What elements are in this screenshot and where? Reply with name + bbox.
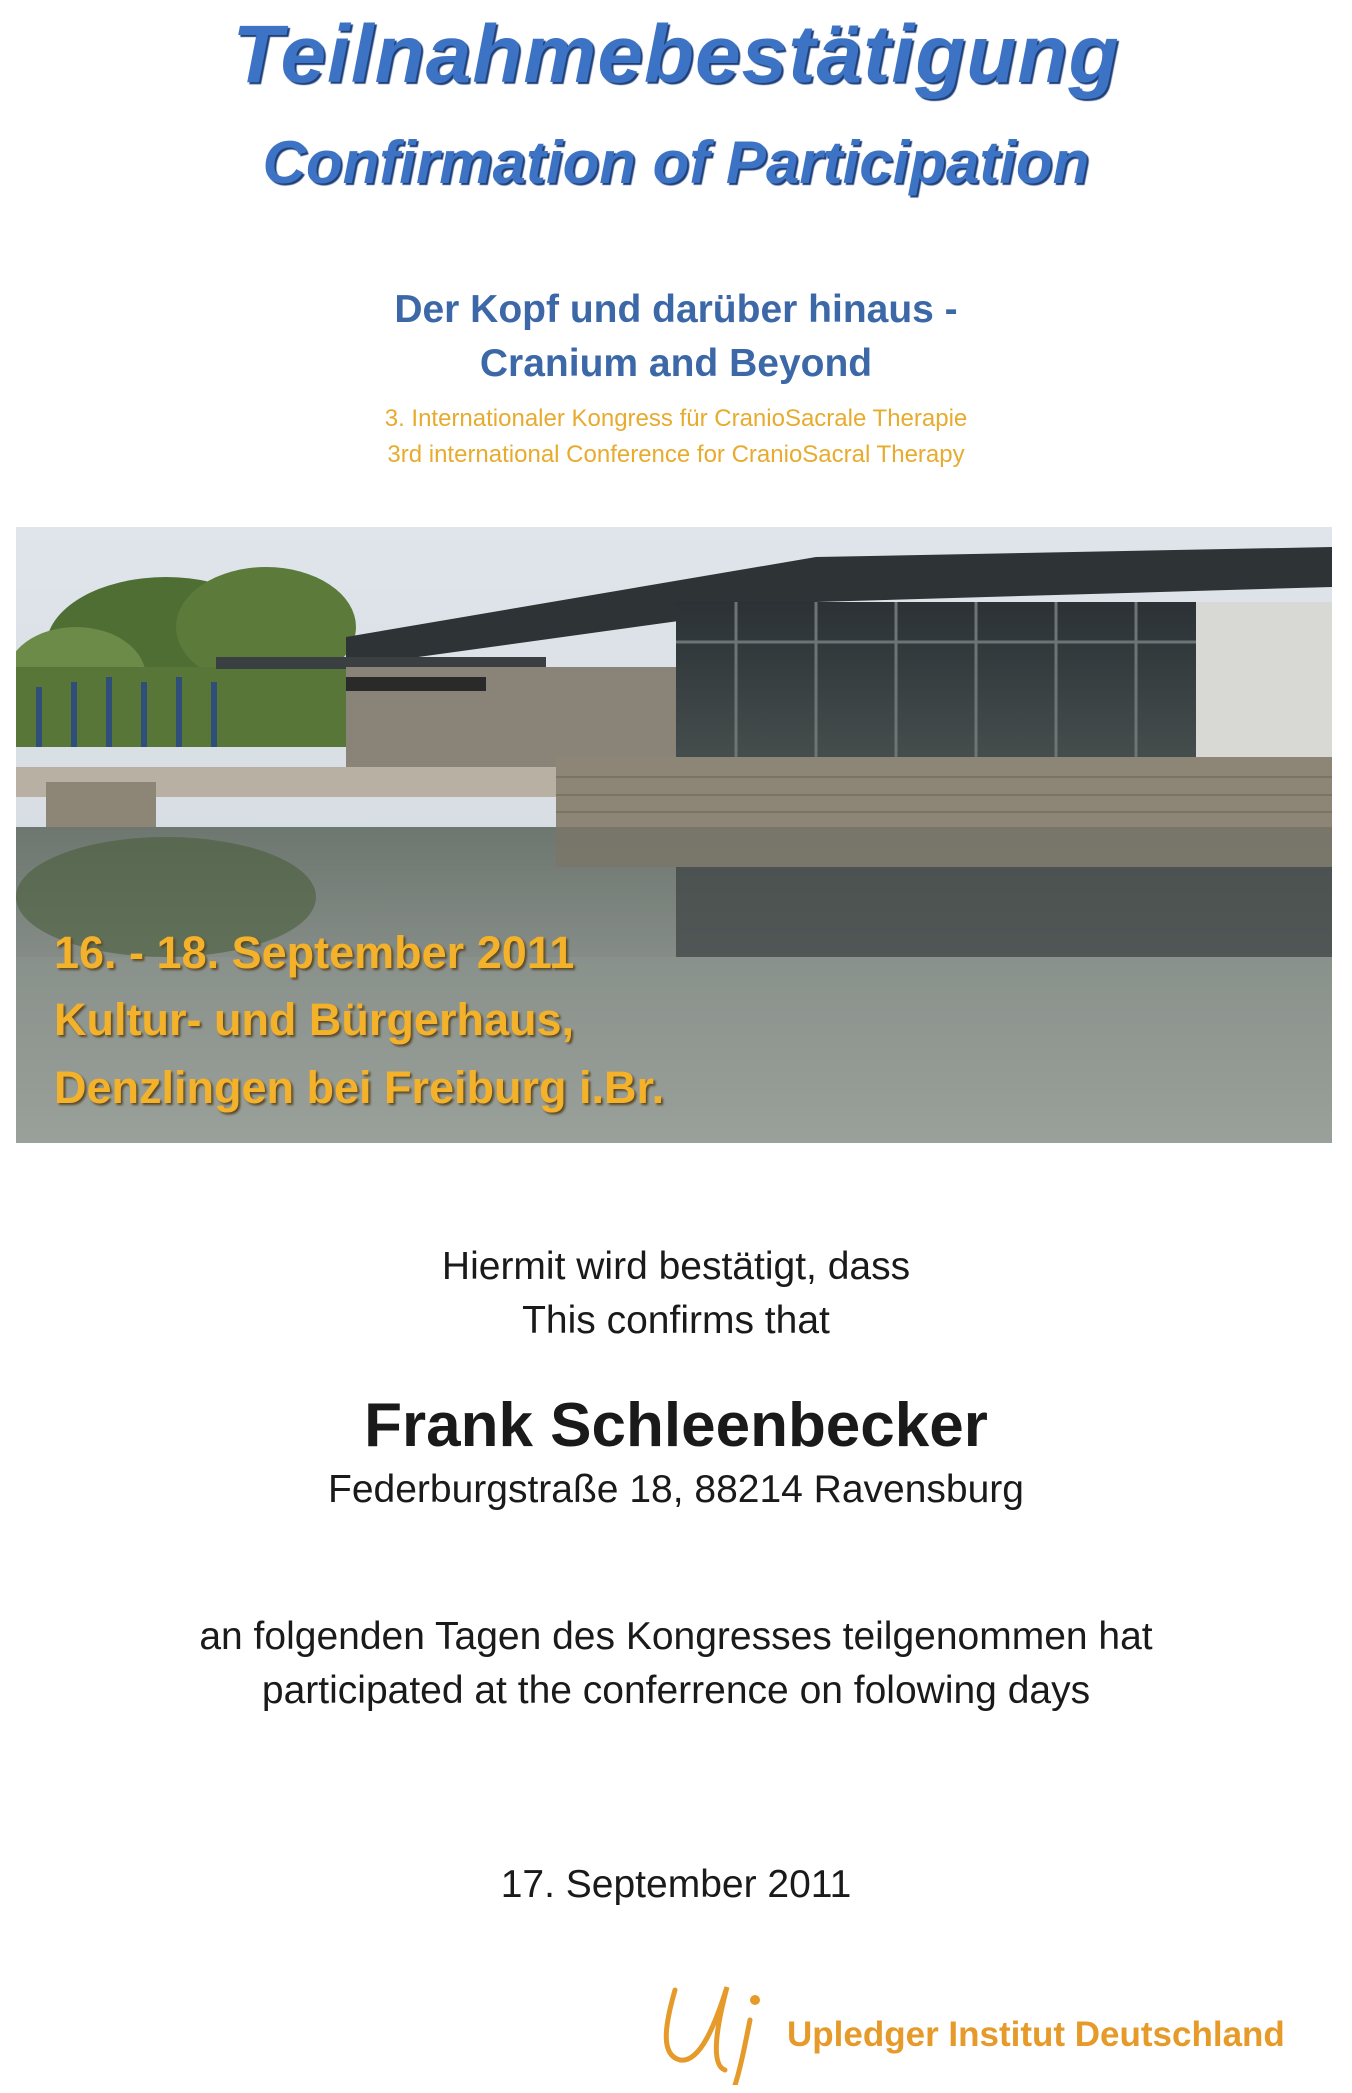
upledger-ui-logo-icon [655, 1975, 785, 2085]
attended-date: 17. September 2011 [500, 1863, 852, 1906]
event-subtitle-en: Cranium and Beyond [479, 342, 873, 385]
attendance-statement-en: participated at the conferrence on folowing days [261, 1669, 1091, 1712]
venue-photo [16, 527, 1332, 1143]
confirmation-intro-de: Hiermit wird bestätigt, dass [441, 1245, 911, 1288]
event-subtitle-de: Der Kopf und darüber hinaus - [394, 288, 958, 331]
event-dates: 16. - 18. September 2011 [54, 927, 575, 978]
institute-name: Upledger Institut Deutschland [787, 2015, 1285, 2054]
venue-building-image [16, 527, 1332, 1143]
certificate-title-en: Confirmation of Participation [262, 129, 1090, 196]
event-venue: Kultur- und Bürgerhaus, [54, 994, 574, 1045]
event-location: Denzlingen bei Freiburg i.Br. [54, 1062, 665, 1113]
participant-name: Frank Schleenbecker [364, 1391, 988, 1460]
institute-logo [655, 1975, 1335, 2085]
certificate-title-de: Teilnahmebestätigung [232, 9, 1120, 100]
participant-address: Federburgstraße 18, 88214 Ravensburg [328, 1468, 1024, 1511]
confirmation-intro-en: This confirms that [522, 1299, 830, 1342]
conference-name-en: 3rd international Conference for CranioSacral Therapy [387, 441, 965, 468]
conference-name-de: 3. Internationaler Kongress für CranioSacrale Therapie [384, 405, 968, 432]
attendance-statement-de: an folgenden Tagen des Kongresses teilgenommen hat [199, 1615, 1153, 1658]
